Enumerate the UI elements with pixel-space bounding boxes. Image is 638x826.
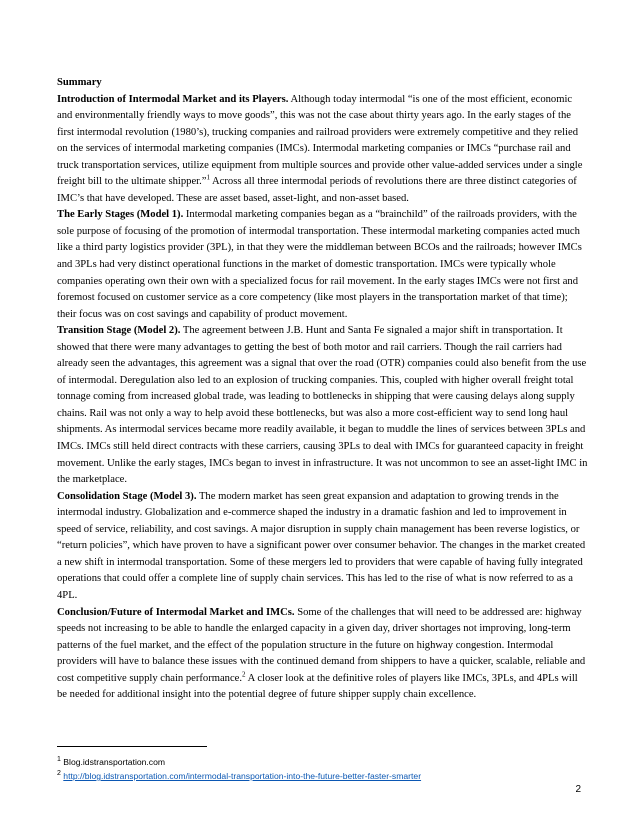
section-conclusion (57, 605, 589, 704)
footnote-item (57, 755, 597, 769)
footnote-number: 1 (57, 756, 61, 764)
section-introduction (57, 92, 589, 208)
section-consolidation-stage (57, 489, 589, 605)
section-heading: Consolidation Stage (Model 3). (57, 490, 197, 502)
footnote-number: 2 (57, 770, 61, 778)
section-text: Intermodal marketing companies began as a “brainchild” of the railroads providers, with the sole purpose of focusing of the promotion of intermodal transportation. These intermodal marketing companies acted much like a third party logistics provider (3PL), in that they were the middleman between BCOs and the railroads; however IMCs and 3PLs had very distinct operational functions in the market of domestic transportation. IMCs were typically whole companies operating own their own with a specialized focus for rail movement. In the early stages IMCs were not first and foremost focused on customer service as a core competency (like most players in the transportation market of that time); their focus was on cost savings and capability of product movement. (57, 209, 582, 320)
section-transition-stage (57, 323, 589, 488)
section-heading: The Early Stages (Model 1). (57, 209, 184, 221)
section-heading: Introduction of Intermodal Market and its Players. (57, 93, 289, 105)
page-number: 2 (575, 784, 581, 795)
footnote-reference: 1 (206, 173, 210, 182)
section-text: The modern market has seen great expansion and adaptation to growing trends in the intermodal industry. Globalization and e-commerce shaped the industry in a dramatic fashion and led to improvement in speed of service, reliability, and cost savings. A major disruption in supply chain management has been reverse logistics, or “return policies”, which have proven to have a significant power over consumer behavior. The changes in the market created a new shift in intermodal transportation. Some of these mergers led to providers that were capable of having fully integrated operations that could offer a complete line of supply chain services. This has led to the rise of what is now referred to as a 4PL. (57, 490, 586, 601)
section-text: Across all three intermodal periods of revolutions there are three distinct categories of IMC’s that have developed. These are asset based, asset-light, and non-asset based. (57, 176, 577, 204)
section-text: A closer look at the definitive roles of players like IMCs, 3PLs, and 4PLs will be needed for additional insight into the potential degree of future shipper supply chain excellence. (57, 672, 578, 701)
footnote-divider (57, 746, 207, 747)
document-body (57, 75, 589, 704)
section-heading: Conclusion/Future of Intermodal Market and IMCs. (57, 606, 295, 618)
footnote-item (57, 769, 597, 783)
footnotes (57, 755, 597, 783)
footnote-text: Blog.idstransportation.com (63, 757, 166, 767)
footnote-reference: 2 (242, 670, 246, 679)
section-text: Some of the challenges that will need to be addressed are: highway speeds not increasing to be able to handle the enlarged capacity in a given day, driver shortages not improving, long-term patterns of the fuel market, and the effect of the population structure in the future on highway congestion. Intermodal providers will have to balance these issues with the continued demand from shippers to have a quicker, scalable, reliable and cost competitive supply chain performance. (57, 606, 586, 684)
section-text: The agreement between J.B. Hunt and Santa Fe signaled a major shift in transportation. It showed that there were many advantages to getting the best of both motor and rail carriers. Though the rail carriers had already seen the advantages, this agreement was a signal that over the road (OTR) companies could also benefit from the use of intermodal. Deregulation also led to an explosion of trucking companies. This, coupled with higher overall freight total tonnage coming from increased global trade, was leading to bottlenecks in shipping that were causing delays along supply chains. Rail was not only a way to help avoid these bottlenecks, but was also a more cost-efficient way to send long haul shipments. As intermodal services became more readily available, it began to muddle the lines of services between 3PLs and IMCs. IMCs still held direct contracts with these carriers, causing 3PLs to deal with IMCs for guaranteed capacity in freight movement. Unlike the early stages, IMCs began to invest in infrastructure. It was not uncommon to see an asset-light IMC in the marketplace. (57, 325, 588, 486)
footnote-link[interactable]: http://blog.idstransportation.com/intermodal-transportation-into-the-future-better-faster-smarter (63, 771, 422, 781)
section-heading: Transition Stage (Model 2). (57, 325, 181, 337)
section-early-stages (57, 207, 589, 323)
section-text: Although today intermodal “is one of the most efficient, economic and environmentally friendly ways to move goods”, this was not the case about thirty years ago. In the early stages of the first intermodal revolution (1980’s), trucking companies and railroad providers were extremely competitive and they relied on the services of intermodal marketing companies (IMCs). Intermodal marketing companies or IMCs “purchase rail and truck transportation services, utilize equipment from multiple sources and provide other value-added services under a single freight bill to the ultimate shipper.” (57, 93, 583, 188)
summary-title: Summary (57, 77, 102, 88)
